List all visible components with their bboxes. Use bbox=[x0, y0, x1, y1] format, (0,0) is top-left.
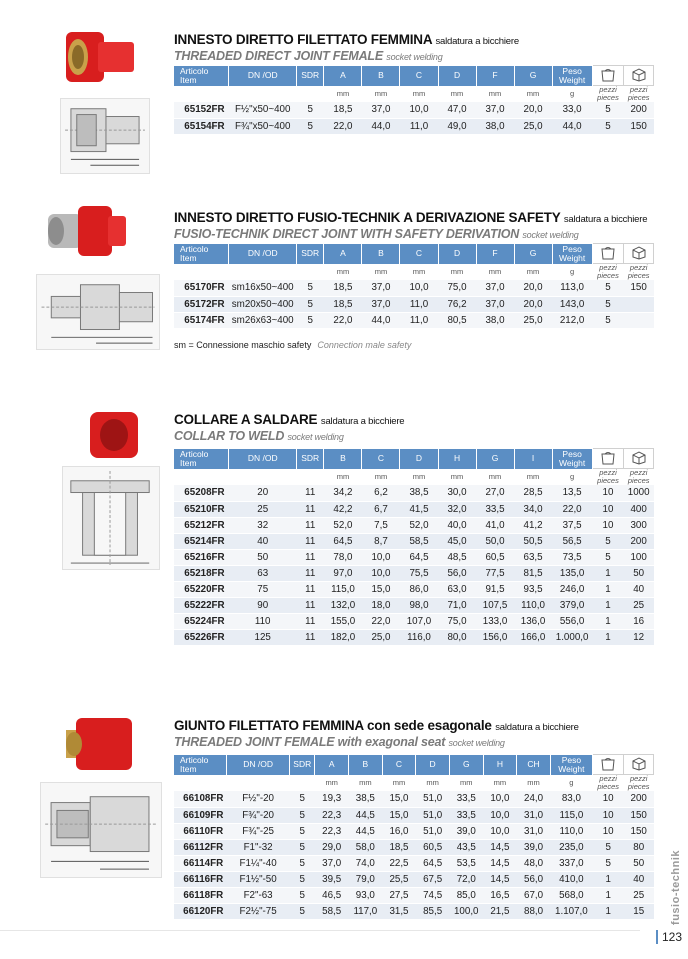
col-header: G bbox=[449, 755, 483, 775]
col-header: B bbox=[349, 755, 383, 775]
col-header: A bbox=[324, 244, 362, 264]
section-title-en: FUSIO-TECHNIK DIRECT JOINT WITH SAFETY DERIVATION socket welding bbox=[174, 227, 579, 241]
table-row: 65172FR sm20x50~400 5 18,5 37,0 11,0 76,2 37,0 20,0 143,0 5 bbox=[174, 296, 654, 312]
col-header: DN /OD bbox=[229, 244, 297, 264]
section-title-en: THREADED DIRECT JOINT FEMALE socket welding bbox=[174, 49, 443, 63]
col-header: SDR bbox=[290, 755, 315, 775]
col-header: SDR bbox=[297, 449, 324, 469]
col-header: G bbox=[476, 449, 514, 469]
bag-icon bbox=[592, 755, 624, 775]
table-row: 65220FR 75 11 115,0 15,0 86,0 63,0 91,5 93,5 246,0 1 40 bbox=[174, 581, 654, 597]
col-articolo: Articolo Item bbox=[174, 244, 229, 264]
col-header: D bbox=[438, 66, 476, 86]
table-row: 65218FR 63 11 97,0 10,0 75,5 56,0 77,5 81,5 135,0 1 50 bbox=[174, 565, 654, 581]
section-title-it: INNESTO DIRETTO FUSIO-TECHNIK A DERIVAZIONE SAFETY saldatura a bicchiere bbox=[174, 210, 648, 225]
table-row: 66118FR F2"-63 5 46,5 93,0 27,5 74,5 85,0 16,5 67,0 568,0 1 25 bbox=[174, 887, 654, 903]
spec-table bbox=[174, 754, 654, 920]
unit-pezzi: pezzi pieces bbox=[627, 774, 650, 791]
unit-label: mm bbox=[359, 778, 372, 788]
unit-pezzi: pezzi pieces bbox=[597, 774, 620, 791]
box-icon bbox=[624, 449, 654, 469]
technical-drawing bbox=[40, 782, 162, 878]
col-header: H bbox=[438, 449, 476, 469]
unit-label: mm bbox=[336, 267, 350, 277]
unit-label: mm bbox=[526, 472, 540, 482]
table-row: 66108FR F½"-20 5 19,3 38,5 15,0 51,0 33,5 10,0 24,0 83,0 10 200 bbox=[174, 791, 654, 807]
fitting-photo bbox=[62, 712, 142, 774]
col-header: DN /OD bbox=[227, 755, 290, 775]
col-header: C bbox=[362, 449, 400, 469]
table-row: 66110FR F¾"-25 5 22,3 44,5 16,0 51,0 39,0 10,0 31,0 110,0 10 150 bbox=[174, 823, 654, 839]
page-number: 123 bbox=[656, 930, 682, 944]
technical-drawing bbox=[36, 274, 160, 350]
col-header: SDR bbox=[297, 66, 324, 86]
unit-label: mm bbox=[527, 778, 540, 788]
unit-label: mm bbox=[450, 89, 464, 99]
col-header: D bbox=[400, 449, 438, 469]
unit-pezzi: pezzi pieces bbox=[627, 468, 650, 485]
fitting-photo bbox=[44, 200, 130, 262]
col-header: B bbox=[362, 244, 400, 264]
page-divider bbox=[0, 930, 640, 931]
unit-label: mm bbox=[488, 472, 502, 482]
unit-label: mm bbox=[412, 472, 426, 482]
section-title-en: THREADED JOINT FEMALE with exagonal seat socket welding bbox=[174, 735, 505, 749]
table-row: 65216FR 50 11 78,0 10,0 64,5 48,5 60,5 63,5 73,5 5 100 bbox=[174, 549, 654, 565]
table-row: 66120FR F2½"-75 5 58,5 117,0 31,5 85,5 100,0 21,5 88,0 1.107,0 1 15 bbox=[174, 903, 654, 919]
col-header: DN /OD bbox=[229, 66, 297, 86]
section-title-it: COLLARE A SALDARE saldatura a bicchiere bbox=[174, 412, 405, 427]
col-header: F bbox=[476, 66, 514, 86]
unit-label: mm bbox=[488, 267, 502, 277]
col-header: D bbox=[438, 244, 476, 264]
table-row: 65174FR sm26x63~400 5 22,0 44,0 11,0 80,5 38,0 25,0 212,0 5 bbox=[174, 312, 654, 328]
table-row: 66112FR F1"-32 5 29,0 58,0 18,5 60,5 43,5 14,5 39,0 235,0 5 80 bbox=[174, 839, 654, 855]
unit-label: mm bbox=[374, 267, 388, 277]
brand-label: fusio-technik bbox=[670, 850, 682, 925]
col-header: G bbox=[514, 244, 552, 264]
table-row: 65170FR sm16x50~400 5 18,5 37,0 10,0 75,0 37,0 20,0 113,0 5 150 bbox=[174, 280, 654, 296]
col-header: C bbox=[400, 66, 438, 86]
bag-icon bbox=[592, 66, 624, 86]
col-header: F bbox=[476, 244, 514, 264]
col-header: B bbox=[362, 66, 400, 86]
table-row: 66114FR F1¼"-40 5 37,0 74,0 22,5 64,5 53,5 14,5 48,0 337,0 5 50 bbox=[174, 855, 654, 871]
col-header: C bbox=[400, 244, 438, 264]
box-icon bbox=[624, 244, 654, 264]
col-header: A bbox=[324, 66, 362, 86]
spec-table bbox=[174, 243, 654, 329]
table-row: 65212FR 32 11 52,0 7,5 52,0 40,0 41,0 41,2 37,5 10 300 bbox=[174, 517, 654, 533]
bag-icon bbox=[592, 449, 624, 469]
col-header: DN /OD bbox=[229, 449, 297, 469]
unit-label: g bbox=[569, 778, 574, 788]
unit-label: mm bbox=[336, 89, 350, 99]
table-row: 66116FR F1½"-50 5 39,5 79,0 25,5 67,5 72,0 14,5 56,0 410,0 1 40 bbox=[174, 871, 654, 887]
unit-label: mm bbox=[426, 778, 439, 788]
unit-pezzi: pezzi pieces bbox=[627, 263, 650, 280]
unit-label: g bbox=[570, 472, 575, 482]
col-header: SDR bbox=[297, 244, 324, 264]
col-peso: Peso Weight bbox=[552, 449, 592, 469]
box-icon bbox=[624, 755, 654, 775]
unit-label: mm bbox=[450, 472, 464, 482]
unit-label: g bbox=[570, 89, 575, 99]
table-row: 65224FR 110 11 155,0 22,0 107,0 75,0 133,0 136,0 556,0 1 16 bbox=[174, 613, 654, 629]
table-row: 65154FR F¾"x50~400 5 22,0 44,0 11,0 49,0 38,0 25,0 44,0 5 150 bbox=[174, 118, 654, 134]
col-articolo: Articolo Item bbox=[174, 66, 229, 86]
table-row: 65222FR 90 11 132,0 18,0 98,0 71,0 107,5 110,0 379,0 1 25 bbox=[174, 597, 654, 613]
bag-icon bbox=[592, 244, 624, 264]
table-row: 65208FR 20 11 34,2 6,2 38,5 30,0 27,0 28,5 13,5 10 1000 bbox=[174, 485, 654, 501]
unit-pezzi: pezzi pieces bbox=[597, 263, 619, 280]
col-header: C bbox=[382, 755, 416, 775]
col-peso: Peso Weight bbox=[552, 66, 592, 86]
col-header: B bbox=[324, 449, 362, 469]
col-peso: Peso Weight bbox=[550, 755, 592, 775]
col-header: D bbox=[416, 755, 450, 775]
unit-label: g bbox=[570, 267, 575, 277]
col-articolo: Articolo Item bbox=[174, 449, 229, 469]
unit-label: mm bbox=[526, 89, 540, 99]
unit-label: mm bbox=[412, 267, 426, 277]
section-title-it: INNESTO DIRETTO FILETTATO FEMMINA saldatura a bicchiere bbox=[174, 32, 519, 47]
table-row: 65152FR F½"x50~400 5 18,5 37,0 10,0 47,0 37,0 20,0 33,0 5 200 bbox=[174, 102, 654, 118]
technical-drawing bbox=[62, 466, 160, 570]
col-articolo: Articolo Item bbox=[174, 755, 227, 775]
unit-label: mm bbox=[450, 267, 464, 277]
col-header: CH bbox=[517, 755, 551, 775]
table-row: 66109FR F¾"-20 5 22,3 44,5 15,0 51,0 33,5 10,0 31,0 115,0 10 150 bbox=[174, 807, 654, 823]
section-title-it: GIUNTO FILETTATO FEMMINA con sede esagonale saldatura a bicchiere bbox=[174, 718, 579, 733]
unit-label: mm bbox=[374, 89, 388, 99]
col-header: H bbox=[483, 755, 517, 775]
unit-pezzi: pezzi pieces bbox=[597, 468, 619, 485]
unit-label: mm bbox=[392, 778, 406, 788]
table-row: 65226FR 125 11 182,0 25,0 116,0 80,0 156,0 166,0 1.000,0 1 12 bbox=[174, 629, 654, 645]
col-header: A bbox=[315, 755, 349, 775]
unit-pezzi: pezzi pieces bbox=[597, 85, 619, 102]
footnote: sm = Connessione maschio safety Connection male safety bbox=[174, 340, 412, 350]
unit-label: mm bbox=[493, 778, 507, 788]
unit-label: mm bbox=[374, 472, 388, 482]
col-peso: Peso Weight bbox=[552, 244, 592, 264]
unit-label: mm bbox=[526, 267, 540, 277]
unit-pezzi: pezzi pieces bbox=[627, 85, 650, 102]
box-icon bbox=[624, 66, 654, 86]
fitting-photo bbox=[86, 408, 142, 462]
unit-label: mm bbox=[488, 89, 502, 99]
unit-label: mm bbox=[336, 472, 350, 482]
col-header: G bbox=[514, 66, 552, 86]
table-row: 65214FR 40 11 64,5 8,7 58,5 45,0 50,0 50,5 56,5 5 200 bbox=[174, 533, 654, 549]
fitting-photo bbox=[58, 26, 142, 88]
unit-label: mm bbox=[325, 778, 338, 788]
unit-label: mm bbox=[412, 89, 426, 99]
table-row: 65210FR 25 11 42,2 6,7 41,5 32,0 33,5 34,0 22,0 10 400 bbox=[174, 501, 654, 517]
technical-drawing bbox=[60, 98, 150, 174]
unit-label: mm bbox=[460, 778, 473, 788]
spec-table bbox=[174, 448, 654, 646]
section-title-en: COLLAR TO WELD socket welding bbox=[174, 429, 344, 443]
spec-table bbox=[174, 65, 654, 135]
col-header: I bbox=[514, 449, 552, 469]
